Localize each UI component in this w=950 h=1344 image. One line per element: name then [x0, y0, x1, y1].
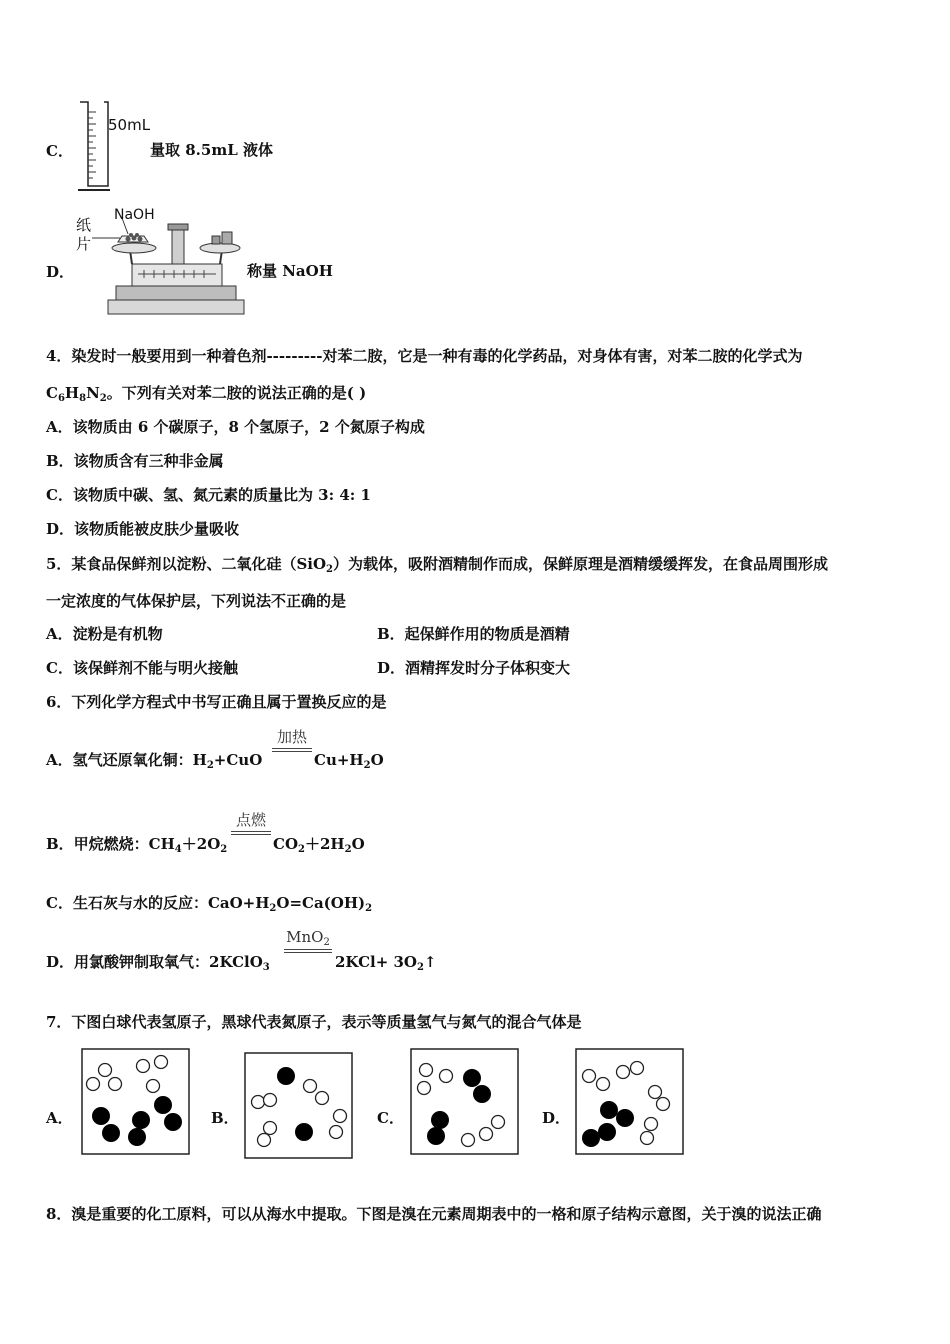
nitrogen-atom — [473, 1085, 491, 1103]
hydrogen-atom — [147, 1080, 160, 1093]
q4-option-c: C．该物质中碳、氢、氮元素的质量比为 3: 4: 1 — [46, 486, 371, 504]
q6-c-text: C．生石灰与水的反应：$CaO+H_2O=Ca(OH)_2$ — [46, 894, 373, 914]
q6-d-right: $2KCl+ 3O_2↑$ — [335, 953, 437, 973]
nitrogen-atom — [277, 1067, 295, 1085]
q3-c-text: 量取 8.5mL 液体 — [150, 141, 273, 159]
q8-stem: 8．溴是重要的化工原料，可以从海水中提取。下图是溴在元素周期表中的一格和原子结构示意图，关于溴的说法正确 — [46, 1205, 822, 1223]
nitrogen-atom — [295, 1123, 313, 1141]
hydrogen-atom — [597, 1078, 610, 1091]
molecule-box-c — [410, 1048, 520, 1156]
q5-stem-line1: 5．某食品保鲜剂以淀粉、二氧化硅（SiO$_2$）为载体，吸附酒精制作而成，保鲜原理是酒精缓缓挥发，在食品周围形成 — [46, 555, 829, 575]
hydrogen-atom — [649, 1086, 662, 1099]
q7-label-b: B． — [211, 1109, 239, 1127]
q4-option-d: D．该物质能被皮肤少量吸收 — [46, 520, 240, 538]
q6-a-right: $Cu+H_2O$ — [314, 751, 384, 771]
q3-c-label: C． — [46, 142, 73, 160]
nitrogen-atom — [582, 1129, 600, 1147]
q6-b-right: $CO_2+2H_2O$ — [273, 835, 365, 855]
q6-d-cond-text: MnO$_2$ — [286, 928, 330, 948]
hydrogen-atom — [304, 1080, 317, 1093]
graduated-cylinder-icon — [74, 98, 154, 194]
q7-stem: 7．下图白球代表氢原子，黑球代表氮原子，表示等质量氢气与氮气的混合气体是 — [46, 1013, 582, 1031]
nitrogen-atom — [92, 1107, 110, 1125]
q6-stem: 6．下列化学方程式中书写正确且属于置换反应的是 — [46, 693, 387, 711]
cylinder-scale-label: 50mL — [108, 116, 151, 134]
hydrogen-atom — [631, 1062, 644, 1075]
hydrogen-atom — [480, 1128, 493, 1141]
q6-b-condition — [231, 809, 271, 835]
q7-label-c: C． — [377, 1109, 404, 1127]
hydrogen-atom — [137, 1060, 150, 1073]
molecule-box-b — [244, 1052, 354, 1160]
q6-d-left: D．用氯酸钾制取氧气：2KClO$_3$ — [46, 953, 270, 973]
balance-scale-icon — [72, 206, 250, 320]
nitrogen-atom — [463, 1069, 481, 1087]
hydrogen-atom — [617, 1066, 630, 1079]
q5-option-a: A．淀粉是有机物 — [46, 625, 163, 643]
q6-a-cond-text: 加热 — [276, 728, 307, 746]
q6-b-left: B．甲烷燃烧：$CH_4+2O_2$ — [46, 835, 228, 855]
q5-option-d: D．酒精挥发时分子体积变大 — [377, 659, 571, 677]
nitrogen-atom — [598, 1123, 616, 1141]
hydrogen-atom — [462, 1134, 475, 1147]
hydrogen-atom — [641, 1132, 654, 1145]
hydrogen-atom — [583, 1070, 596, 1083]
q3-d-label: D． — [46, 263, 75, 281]
hydrogen-atom — [316, 1092, 329, 1105]
hydrogen-atom — [657, 1098, 670, 1111]
hydrogen-atom — [645, 1118, 658, 1131]
molecule-box-d — [575, 1048, 685, 1156]
hydrogen-atom — [264, 1094, 277, 1107]
q7-label-d: D． — [542, 1109, 571, 1127]
hydrogen-atom — [440, 1070, 453, 1083]
q4-stem-line2 — [46, 383, 366, 409]
hydrogen-atom — [418, 1082, 431, 1095]
q6-b-cond-text: 点燃 — [235, 811, 266, 829]
q7-label-a: A． — [46, 1109, 73, 1127]
molecule-box-a — [81, 1048, 191, 1156]
nitrogen-atom — [431, 1111, 449, 1129]
nitrogen-atom — [128, 1128, 146, 1146]
q5-option-b: B．起保鲜作用的物质是酒精 — [377, 625, 570, 643]
q5-option-c: C．该保鲜剂不能与明火接触 — [46, 659, 238, 677]
q6-a-condition — [272, 726, 312, 752]
nitrogen-atom — [102, 1124, 120, 1142]
hydrogen-atom — [264, 1122, 277, 1135]
hydrogen-atom — [492, 1116, 505, 1129]
q4-stem-rest: 。下列有关对苯二胺的说法正确的是( ) — [106, 384, 367, 402]
hydrogen-atom — [334, 1110, 347, 1123]
hydrogen-atom — [155, 1056, 168, 1069]
q4-formula: $C_6H_8N_2$ — [46, 384, 107, 404]
hydrogen-atom — [420, 1064, 433, 1077]
q3-d-text: 称量 NaOH — [247, 262, 333, 280]
nitrogen-atom — [427, 1127, 445, 1145]
nitrogen-atom — [132, 1111, 150, 1129]
hydrogen-atom — [330, 1126, 343, 1139]
q4-option-a: A．该物质由 6 个碳原子，8 个氢原子，2 个氮原子构成 — [46, 418, 425, 436]
balance-naoh-label: NaOH — [114, 207, 155, 223]
nitrogen-atom — [164, 1113, 182, 1131]
nitrogen-atom — [616, 1109, 634, 1127]
q5-stem-line2: 一定浓度的气体保护层，下列说法不正确的是 — [46, 592, 347, 610]
hydrogen-atom — [258, 1134, 271, 1147]
q4-option-b: B．该物质含有三种非金属 — [46, 452, 224, 470]
q6-a-left: A．氢气还原氧化铜：$H_2+CuO$ — [46, 751, 263, 771]
hydrogen-atom — [252, 1096, 265, 1109]
nitrogen-atom — [154, 1096, 172, 1114]
balance-paper-label: 纸片 — [76, 216, 92, 253]
nitrogen-atom — [600, 1101, 618, 1119]
hydrogen-atom — [109, 1078, 122, 1091]
q6-d-condition — [284, 928, 332, 953]
hydrogen-atom — [87, 1078, 100, 1091]
hydrogen-atom — [99, 1064, 112, 1077]
q4-stem-line1: 4．染发时一般要用到一种着色剂---------对苯二胺，它是一种有毒的化学药品，对身体有害，对苯二胺的化学式为 — [46, 347, 803, 365]
